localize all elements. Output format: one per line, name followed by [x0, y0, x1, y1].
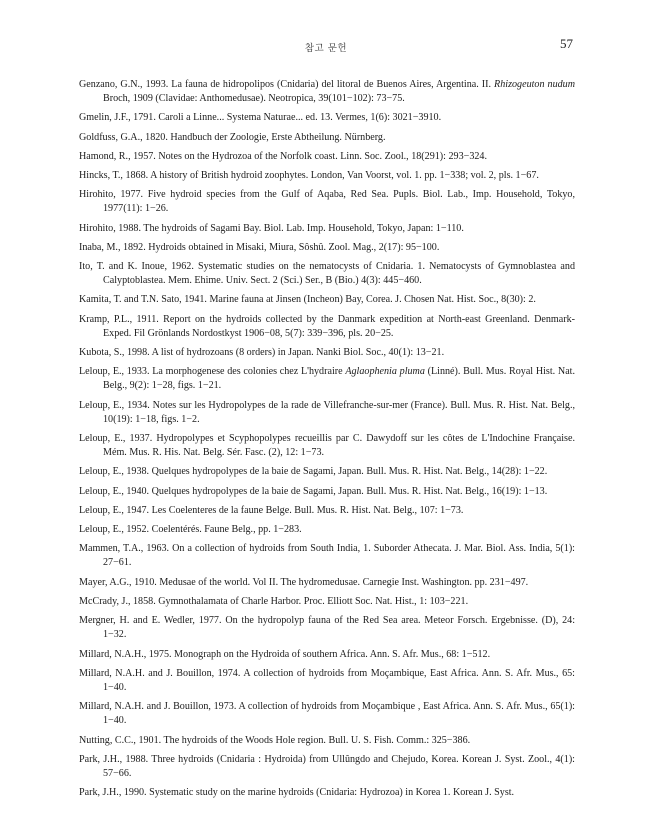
reference-entry	[79, 241, 575, 255]
reference-entry	[79, 293, 575, 307]
reference-text: Hirohito, 1988. The hydroids of Sagami Bay. Biol. Lab. Imp. Household, Tokyo, Japan: 1−110.	[79, 222, 464, 234]
reference-text: Leloup, E., 1952. Coelentérés. Faune Belg., pp. 1−283.	[79, 524, 302, 536]
reference-text: Ito, T. and K. Inoue, 1962. Systematic studies on the nematocysts of Cnidaria. 1. Nematocysts of Gymnoblastea and Calyptoblastea. Mem. Ehime. Univ. Sect. 2 (Sci.) Ser., B (Bio.) 4(3): 445−460.	[79, 261, 575, 287]
reference-entry	[79, 595, 575, 609]
reference-text: Millard, N.A.H. and J. Bouillon, 1974. A collection of hydroids from Moçambique, East Africa. Ann. S. Afr. Mus., 65: 1−40.	[79, 667, 575, 693]
reference-entry	[79, 753, 575, 781]
reference-entry	[79, 465, 575, 479]
reference-text: Mayer, A.G., 1910. Medusae of the world. Vol II. The hydromedusae. Carnegie Inst. Washington. pp. 231−497.	[79, 576, 529, 588]
reference-text: Millard, N.A.H. and J. Bouillon, 1973. A collection of hydroids from Moçambique , East Africa. Ann. S. Afr. Mus., 65(1): 1−40.	[79, 701, 575, 727]
reference-text: Gmelin, J.F., 1791. Caroli a Linne... Systema Naturae... ed. 13. Vermes, 1(6): 3021−3910.	[79, 112, 442, 124]
reference-text: Leloup, E., 1947. Les Coelenteres de la faune Belge. Bull. Mus. R. Hist. Nat. Belg., 107: 1−73.	[79, 504, 464, 516]
reference-entry	[79, 667, 575, 695]
reference-text: Kamita, T. and T.N. Sato, 1941. Marine fauna at Jinsen (Incheon) Bay, Corea. J. Chosen Nat. Hist. Soc., 8(30): 2.	[79, 294, 536, 306]
reference-text: Genzano, G.N., 1993. La fauna de hidropolipos (Cnidaria) del litoral de Buenos Aires, Argentina. II.	[79, 79, 495, 90]
reference-entry	[79, 313, 575, 341]
reference-text: Leloup, E., 1934. Notes sur les Hydropolypes de la rade de Villefranche-sur-mer (France). Bull. Mus. R. Hist. Nat. Belg., 10(19): 1−18, figs. 1−2.	[79, 399, 575, 425]
reference-text: (Linné). Bull. Mus. Royal Hist. Nat. Belg., 9(2): 1−28, figs. 1−21.	[103, 366, 576, 392]
reference-entry	[79, 150, 575, 164]
reference-text: Leloup, E., 1940. Quelques hydropolypes de la baie de Sagami, Japan. Bull. Mus. R. Hist. Nat. Belg., 16(19): 1−13.	[79, 485, 548, 497]
reference-text: Kubota, S., 1998. A list of hydrozoans (8 orders) in Japan. Nanki Biol. Soc., 40(1): 13−21.	[79, 347, 445, 359]
reference-entry	[79, 432, 575, 460]
reference-text: Mammen, T.A., 1963. On a collection of hydroids from South India, 1. Suborder Athecata. J. Mar. Biol. Ass. India, 5(1): 27−61.	[79, 543, 575, 569]
reference-entry	[79, 485, 575, 499]
reference-text: Goldfuss, G.A., 1820. Handbuch der Zoologie, Erste Abtheilung. Nürnberg.	[79, 131, 386, 143]
reference-entry	[79, 399, 575, 427]
reference-text: Hamond, R., 1957. Notes on the Hydrozoa of the Norfolk coast. Linn. Soc. Zool., 18(291): 293−324.	[79, 150, 487, 162]
reference-italic-taxon: Aglaophenia pluma	[345, 366, 425, 378]
reference-text: Broch, 1909 (Clavidae: Anthomedusae). Neotropica, 39(101−102): 73−75.	[103, 93, 405, 105]
reference-text: Leloup, E., 1933. La morphogenese des colonies chez L'hydraire	[79, 366, 346, 378]
running-head: 참고 문헌	[304, 43, 348, 54]
reference-entry	[79, 260, 575, 288]
reference-text: Millard, N.A.H., 1975. Monograph on the Hydroida of southern Africa. Ann. S. Afr. Mus., 68: 1−512.	[79, 648, 491, 660]
reference-entry	[79, 222, 575, 236]
reference-entry	[79, 734, 575, 748]
reference-text: Park, J.H., 1988. Three hydroids (Cnidaria : Hydroida) from Ullûngdo and Chejudo, Korea. Korean J. Syst. Zool., 4(1): 57−66.	[79, 753, 575, 779]
reference-entry	[79, 523, 575, 537]
reference-entry	[79, 648, 575, 662]
reference-entry	[79, 365, 575, 393]
reference-entry	[79, 188, 575, 216]
reference-text: Hincks, T., 1868. A history of British hydroid zoophytes. London, Van Voorst, vol. 1. pp. 1−338; vol. 2, pls. 1−67.	[79, 170, 539, 182]
reference-text: McCrady, J., 1858. Gymnothalamata of Charle Harbor. Proc. Elliott Soc. Nat. Hist., 1: 103−221.	[79, 595, 469, 607]
reference-text: Nutting, C.C., 1901. The hydroids of the Woods Hole region. Bull. U. S. Fish. Comm.: 325−386.	[79, 734, 471, 746]
reference-list	[79, 78, 575, 800]
reference-entry	[79, 542, 575, 570]
reference-entry	[79, 346, 575, 360]
reference-entry	[79, 78, 575, 106]
reference-entry	[79, 131, 575, 145]
reference-text: Leloup, E., 1938. Quelques hydropolypes de la baie de Sagami, Japan. Bull. Mus. R. Hist. Nat. Belg., 14(28): 1−22.	[79, 466, 548, 478]
reference-text: Mergner, H. and E. Wedler, 1977. On the hydropolyp fauna of the Red Sea area. Meteor Forsch. Ergebnisse. (D), 24: 1−32.	[79, 615, 575, 641]
reference-entry	[79, 614, 575, 642]
reference-entry	[79, 169, 575, 183]
reference-text: Inaba, M., 1892. Hydroids obtained in Misaki, Miura, Sôshû. Zool. Mag., 2(17): 95−100.	[79, 241, 440, 253]
reference-text: Kramp, P.L., 1911. Report on the hydroids collected by the Danmark expedition at North-east Greenland. Denmark-Exped. Fil Grönlands Nordostkyst 1906−08, 5(7): 339−396, pls. 20−25.	[79, 313, 575, 339]
reference-entry	[79, 111, 575, 125]
reference-entry	[79, 504, 575, 518]
reference-entry	[79, 576, 575, 590]
reference-italic-taxon: Rhizogeuton nudum	[494, 79, 576, 90]
reference-entry	[79, 700, 575, 728]
reference-text: Hirohito, 1977. Five hydroid species from the Gulf of Aqaba, Red Sea. Pupls. Biol. Lab., Imp. Household, Tokyo, 1977(11): 1−26.	[79, 189, 575, 215]
reference-text: Leloup, E., 1937. Hydropolypes et Scyphopolypes recueillis par C. Dawydoff sur les côtes de L'Indochine Française. Mém. Mus. R. His. Nat. Belg. Sér. Fasc. (2), 12: 1−73.	[79, 433, 575, 459]
reference-entry	[79, 786, 575, 800]
page-number: 57	[560, 36, 573, 51]
reference-text: Park, J.H., 1990. Systematic study on the marine hydroids (Cnidaria: Hydrozoa) in Korea 1. Korean J. Syst.	[79, 787, 515, 799]
